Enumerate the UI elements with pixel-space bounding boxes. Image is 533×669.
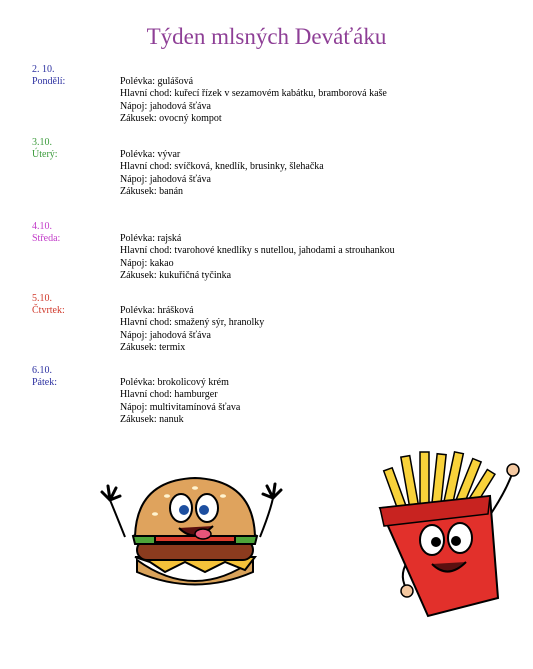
menu-item-dessert: Zákusek: ovocný kompot <box>120 112 222 124</box>
menu-wednesday <box>120 233 395 282</box>
day-label-monday <box>32 64 65 88</box>
menu-item-soup: Polévka: brokolicový krém <box>120 377 229 388</box>
day-name: Úterý: <box>32 149 58 160</box>
day-label-tuesday <box>32 137 58 161</box>
day-label-friday <box>32 365 57 389</box>
menu-item-dessert: Zákusek: banán <box>120 185 184 197</box>
day-label-wednesday <box>32 221 60 245</box>
day-name: Čtvrtek: <box>32 305 65 316</box>
menu-item-soup: Polévka: rajská <box>120 233 182 244</box>
day-date: 4.10. <box>32 221 52 232</box>
menu-item-main: Hlavní chod: svíčková, knedlík, brusinky, šlehačka <box>120 161 324 173</box>
menu-item-soup: Polévka: gulášová <box>120 76 194 87</box>
menu-item-dessert: Zákusek: termix <box>120 341 186 353</box>
day-label-thursday <box>32 293 65 317</box>
menu-item-drink: Nápoj: jahodová šťáva <box>120 100 211 112</box>
menu-item-drink: Nápoj: jahodová šťáva <box>120 173 211 185</box>
menu-item-main: Hlavní chod: kuřecí řízek v sezamovém kabátku, bramborová kaše <box>120 88 387 100</box>
day-name: Středa: <box>32 233 61 244</box>
day-date: 5.10. <box>32 293 52 304</box>
menu-item-main: Hlavní chod: tvarohové knedlíky s nutellou, jahodami a strouhankou <box>120 245 395 257</box>
menu-item-soup: Polévka: hrášková <box>120 305 194 316</box>
day-name: Pátek: <box>32 377 57 388</box>
menu-item-dessert: Zákusek: kukuřičná tyčinka <box>120 269 232 281</box>
menu-thursday <box>120 305 264 354</box>
menu-item-dessert: Zákusek: nanuk <box>120 413 184 425</box>
day-date: 3.10. <box>32 137 52 148</box>
menu-friday <box>120 377 240 426</box>
menu-item-drink: Nápoj: jahodová šťáva <box>120 329 211 341</box>
menu-item-drink: Nápoj: multivitamínová šťava <box>120 401 241 413</box>
menu-item-main: Hlavní chod: hamburger <box>120 389 218 401</box>
page-title: Týden mlsných Deváťáku <box>146 24 387 49</box>
hamburger-cartoon <box>95 462 295 602</box>
day-date: 2. 10. <box>32 64 55 75</box>
day-date: 6.10. <box>32 365 52 376</box>
menu-item-drink: Nápoj: kakao <box>120 257 174 269</box>
menu-item-main: Hlavní chod: smažený sýr, hranolky <box>120 317 265 329</box>
day-name: Pondělí: <box>32 76 66 87</box>
menu-tuesday <box>120 149 324 198</box>
fries-cartoon <box>370 448 530 618</box>
menu-monday <box>120 76 387 125</box>
menu-item-soup: Polévka: vývar <box>120 149 181 160</box>
